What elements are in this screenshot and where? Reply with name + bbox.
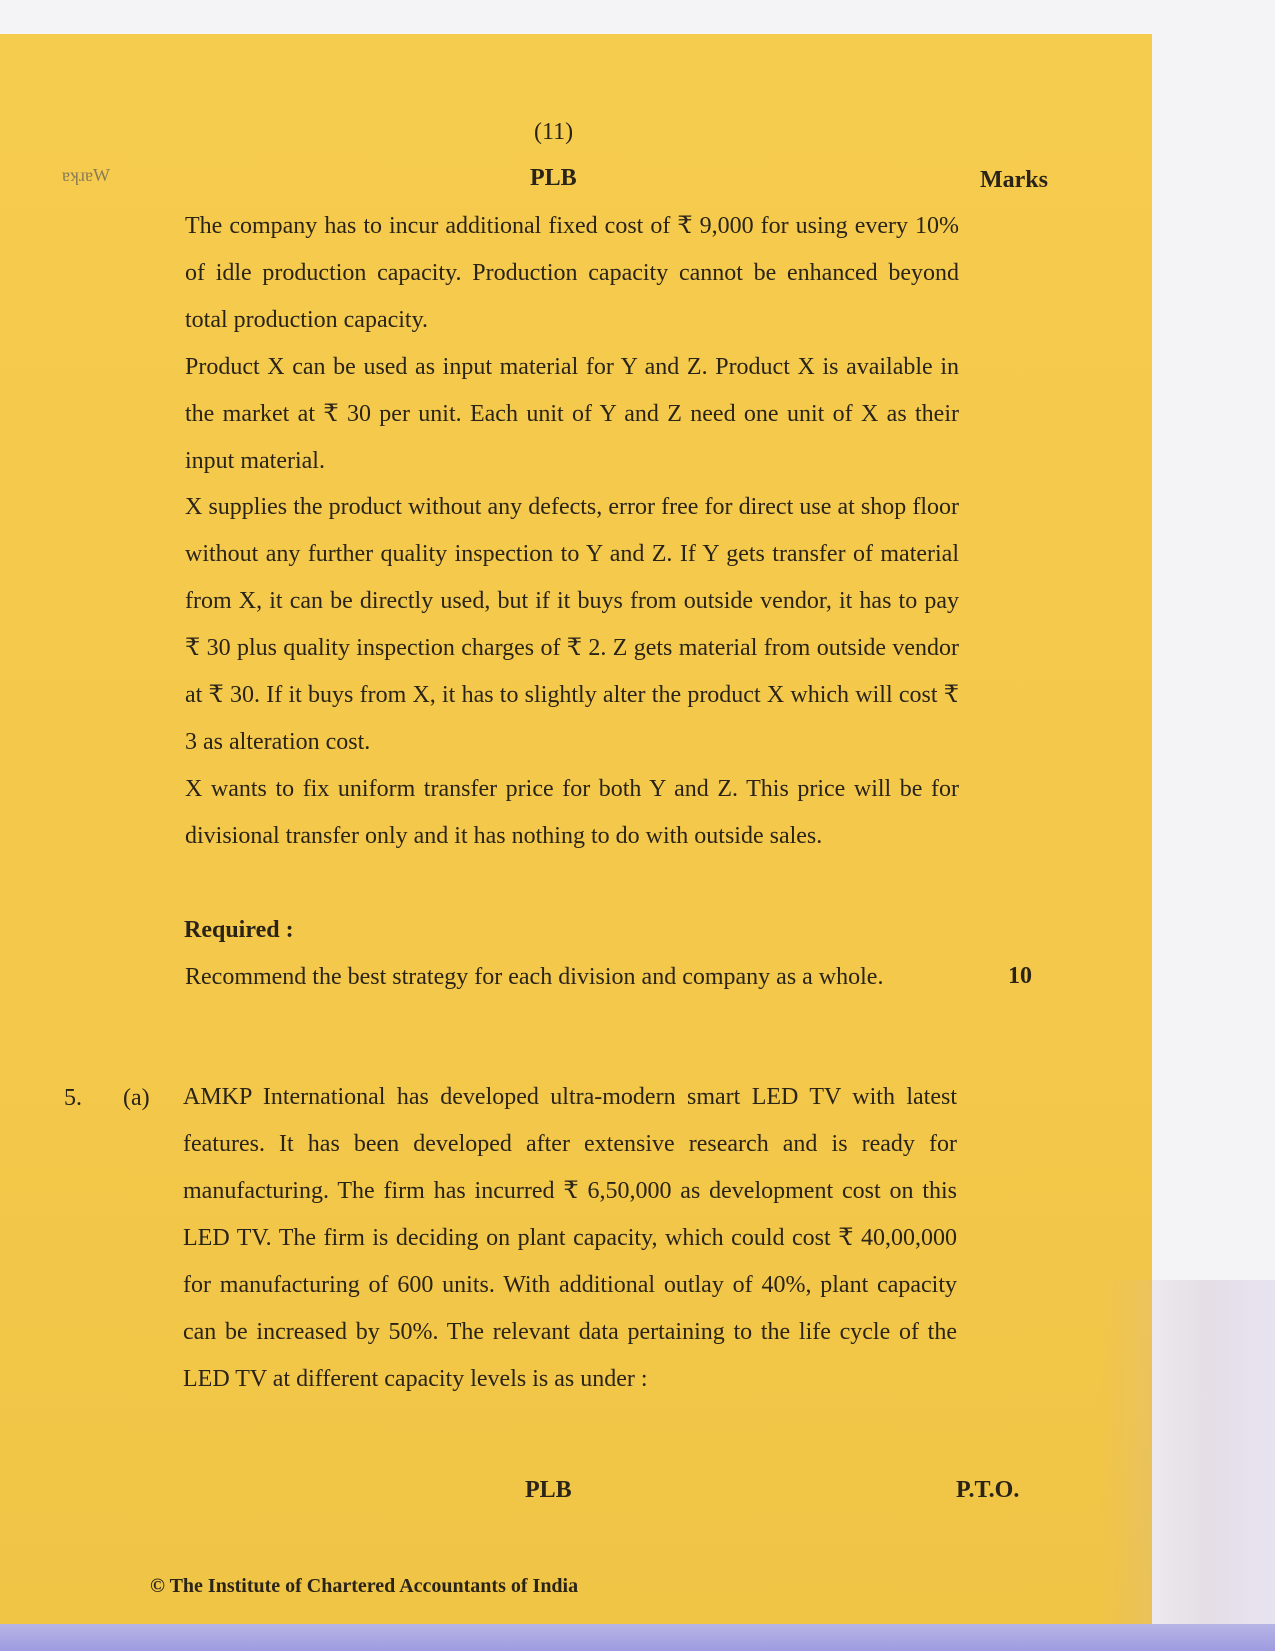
question-number: 5. <box>64 1085 82 1111</box>
required-label: Required : <box>184 917 294 943</box>
copyright-notice: © The Institute of Chartered Accountants of India <box>150 1575 579 1597</box>
marks-column-heading: Marks <box>980 167 1048 193</box>
question-paragraph: Product X can be used as input material for Y and Z. Product X is available in the market at ₹ 30 per unit. Each unit of Y and Z need one unit of X as their input material. <box>185 354 959 474</box>
page-shadow <box>1100 1280 1275 1640</box>
question-paragraph: The company has to incur additional fixed cost of ₹ 9,000 for using every 10% of idle production capacity. Production capacity cannot be enhanced beyond total production capacity. <box>185 213 959 333</box>
paper-code-footer: PLB <box>525 1477 572 1503</box>
question-5a-text: AMKP International has developed ultra-modern smart LED TV with latest features. It has been developed after extensive research and is ready for manufacturing. The firm has incurred ₹ 6,50,000 as development cost on this LED TV. The firm is deciding on plant capacity, which could cost ₹ 40,00,000 for manufacturing of 600 units. With additional outlay of 40%, plant capacity can be increased by 50%. The relevant data pertaining to the life cycle of the LED TV at different capacity levels is as under : <box>183 1084 957 1392</box>
paper-code-header: PLB <box>530 165 577 191</box>
question-paragraph: X wants to fix uniform transfer price for both Y and Z. This price will be for divisional transfer only and it has nothing to do with outside sales. <box>185 776 959 849</box>
question-part: (a) <box>123 1085 150 1111</box>
marks-value: 10 <box>1008 963 1032 989</box>
scan-edge <box>0 1624 1275 1651</box>
page-number: (11) <box>534 119 574 145</box>
pto-label: P.T.O. <box>956 1477 1020 1503</box>
stray-bleed-text: ɐʞɹɐW <box>62 165 110 185</box>
question-paragraph: X supplies the product without any defects, error free for direct use at shop floor without any further quality inspection to Y and Z. If Y gets transfer of material from X, it can be directly used, but if it buys from outside vendor, it has to pay ₹ 30 plus quality inspection charges of ₹ 2. Z gets material from outside vendor at ₹ 30. If it buys from X, it has to slightly alter the product X which will cost ₹ 3 as alteration cost. <box>185 494 959 755</box>
required-text: Recommend the best strategy for each division and company as a whole. <box>185 964 884 990</box>
